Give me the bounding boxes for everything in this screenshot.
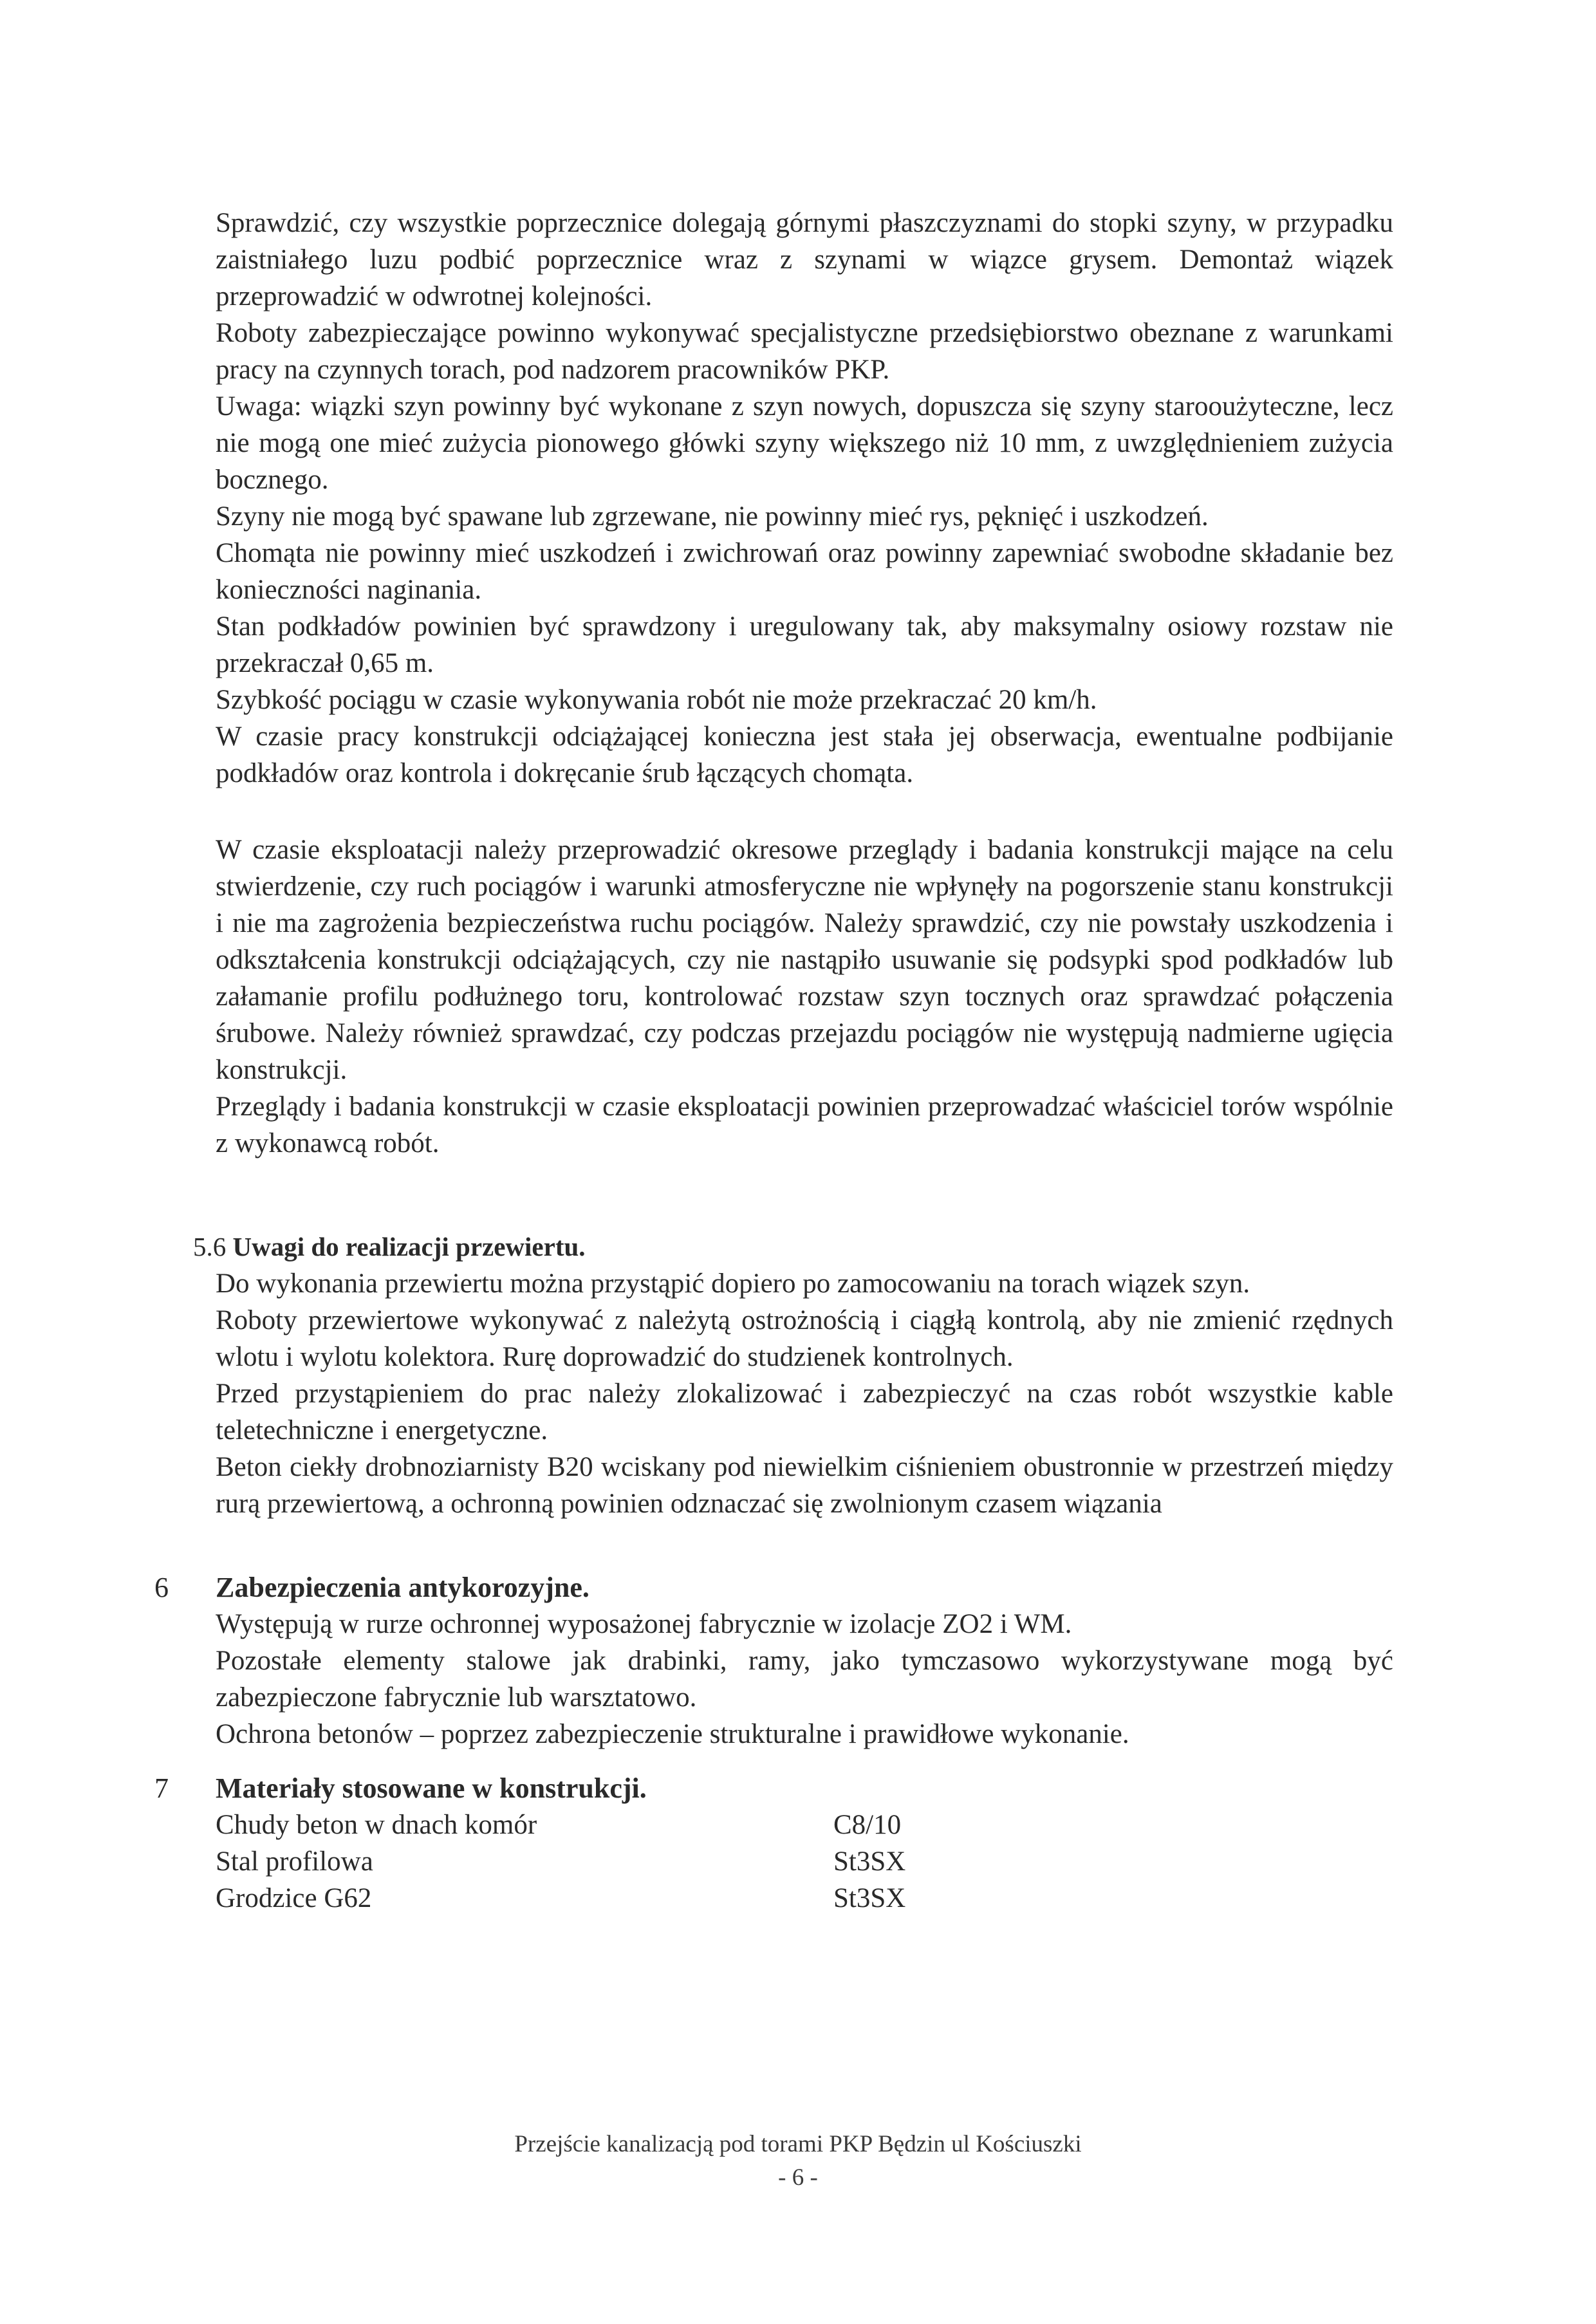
section-title: Zabezpieczenia antykorozyjne. <box>216 1572 589 1603</box>
paragraph: Przed przystąpieniem do prac należy zlokalizować i zabezpieczyć na czas robót wszystkie kable teletechniczne i energetyczne. <box>216 1379 1393 1446</box>
section-number: 7 <box>154 1772 169 1804</box>
paragraph: Stan podkładów powinien być sprawdzony i uregulowany tak, aby maksymalny osiowy rozstaw nie przekraczał 0,65 m. <box>216 611 1393 678</box>
page-footer <box>0 2128 1596 2195</box>
materials-row <box>216 1880 1026 1917</box>
material-name: Grodzice G62 <box>216 1883 372 1913</box>
section-title: Uwagi do realizacji przewiertu. <box>232 1232 586 1261</box>
paragraph: Przeglądy i badania konstrukcji w czasie eksploatacji powinien przeprowadzać właściciel torów wspólnie z wykonawcą robót. <box>216 1092 1393 1158</box>
paragraph: Uwaga: wiązki szyn powinny być wykonane z szyn nowych, dopuszcza się szyny starooużyteczne, lecz nie mogą one mieć zużycia pionowego główki szyny większego niż 10 mm, z uwzględnieniem zużycia bocznego. <box>216 391 1393 495</box>
paragraph: Do wykonania przewiertu można przystąpić dopiero po zamocowaniu na torach wiązek szyn. <box>216 1269 1250 1299</box>
section-6-heading <box>154 1569 589 1606</box>
paragraph: Beton ciekły drobnoziarnisty B20 wciskany pod niewielkim ciśnieniem obustronnie w przestrzeń między rurą przewiertową, a ochronną powinien odznaczać się zwolnionym czasem wiązania <box>216 1452 1393 1519</box>
paragraph: Szybkość pociągu w czasie wykonywania robót nie może przekraczać 20 km/h. <box>216 685 1097 715</box>
paragraph: Szyny nie mogą być spawane lub zgrzewane, nie powinny mieć rys, pęknięć i uszkodzeń. <box>216 501 1209 532</box>
paragraph: Chomąta nie powinny mieć uszkodzeń i zwichrowań oraz powinny zapewniać swobodne składanie bez konieczności naginania. <box>216 538 1393 605</box>
section-7-heading <box>154 1770 647 1807</box>
material-grade: St3SX <box>833 1883 906 1913</box>
section-number: 5.6 <box>193 1232 227 1261</box>
section-5-6-heading <box>193 1229 1371 1265</box>
paragraph: Występują w rurze ochronnej wyposażonej fabrycznie w izolacje ZO2 i WM. <box>216 1609 1072 1639</box>
material-name: Chudy beton w dnach komór <box>216 1810 537 1840</box>
materials-row <box>216 1807 1026 1843</box>
material-grade: C8/10 <box>833 1810 902 1840</box>
section-number: 6 <box>154 1572 169 1603</box>
footer-title: Przejście kanalizacją pod torami PKP Będzin ul Kościuszki <box>514 2131 1082 2157</box>
material-name: Stal profilowa <box>216 1846 373 1877</box>
paragraph: Sprawdzić, czy wszystkie poprzecznice dolegają górnymi płaszczyznami do stopki szyny, w przypadku zaistniałego luzu podbić poprzecznice wraz z szynami w wiązce grysem. Demontaż wiązek przeprowadzić w odwrotnej kolejności. <box>216 208 1393 311</box>
paragraph: Roboty przewiertowe wykonywać z należytą ostrożnością i ciągłą kontrolą, aby nie zmienić rzędnych wlotu i wylotu kolektora. Rurę doprowadzić do studzienek kontrolnych. <box>216 1305 1393 1372</box>
materials-row <box>216 1843 1026 1880</box>
material-grade: St3SX <box>833 1846 906 1877</box>
section-5-6-body <box>216 1265 1393 1522</box>
paragraph: Roboty zabezpieczające powinno wykonywać specjalistyczne przedsiębiorstwo obeznane z warunkami pracy na czynnych torach, pod nadzorem pracowników PKP. <box>216 318 1393 385</box>
inspection-block <box>216 832 1393 1162</box>
page-number: - 6 - <box>778 2164 818 2191</box>
paragraph: W czasie eksploatacji należy przeprowadzić okresowe przeglądy i badania konstrukcji mające na celu stwierdzenie, czy ruch pociągów i warunki atmosferyczne nie wpłynęły na pogorszenie stanu konstrukcji i nie ma zagrożenia bezpieczeństwa ruchu pociągów. Należy sprawdzić, czy nie powstały uszkodzenia i odkształcenia konstrukcji odciążających, czy nie nastąpiło usuwanie się podsypki spod podkładów lub załamanie profilu podłużnego toru, kontrolować rozstaw szyn tocznych oraz sprawdzać połączenia śrubowe. Należy również sprawdzać, czy podczas przejazdu pociągów nie występują nadmierne ugięcia konstrukcji. <box>216 835 1393 1085</box>
requirements-block <box>216 205 1393 792</box>
section-6-body <box>216 1606 1393 1752</box>
materials-table <box>216 1807 1026 1917</box>
section-title: Materiały stosowane w konstrukcji. <box>216 1772 647 1804</box>
paragraph: W czasie pracy konstrukcji odciążającej konieczna jest stała jej obserwacja, ewentualne podbijanie podkładów oraz kontrola i dokręcanie śrub łączących chomąta. <box>216 721 1393 788</box>
paragraph: Ochrona betonów – poprzez zabezpieczenie strukturalne i prawidłowe wykonanie. <box>216 1719 1129 1749</box>
paragraph: Pozostałe elementy stalowe jak drabinki, ramy, jako tymczasowo wykorzystywane mogą być zabezpieczone fabrycznie lub warsztatowo. <box>216 1646 1393 1713</box>
